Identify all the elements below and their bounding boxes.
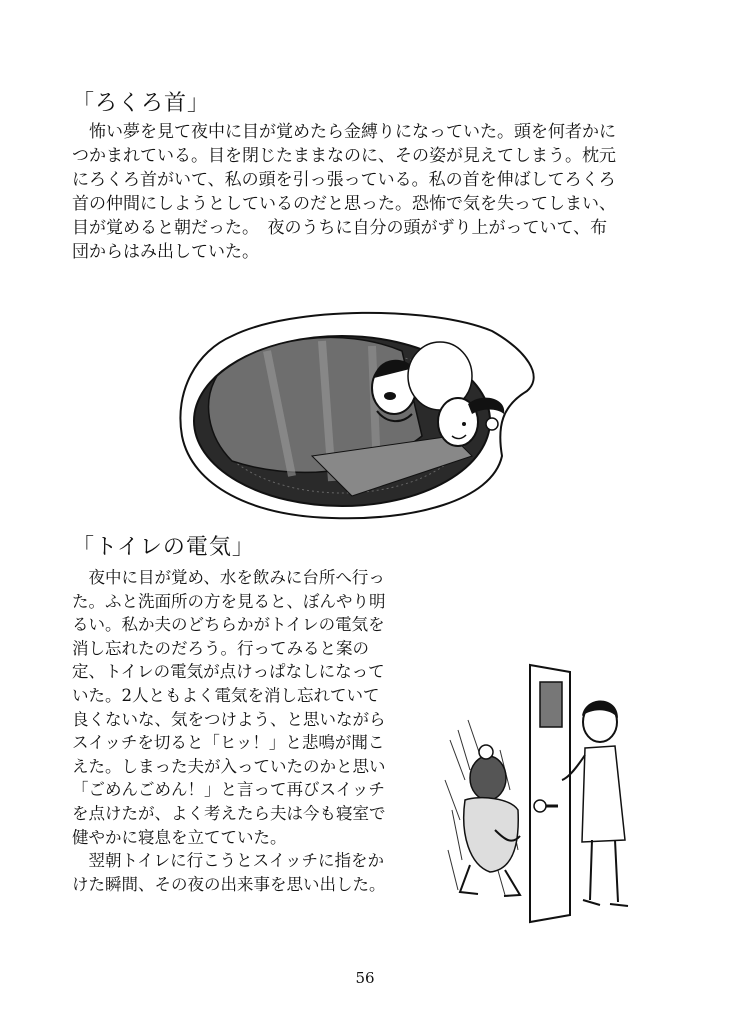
toilet-door-illustration: [440, 660, 630, 930]
section-title-toilet-light: 「トイレの電気」: [72, 535, 255, 560]
text-line: 団からはみ出していた。: [72, 242, 259, 262]
text-line: 目が覚めると朝だった。 夜のうちに自分の頭がずり上がっていて、布: [72, 218, 608, 238]
text-line: 良くないな、気をつけよう、と思いながら: [72, 709, 386, 729]
text-line: 首の仲間にしようとしているのだと思った。恐怖で気を失ってしまい、: [72, 194, 616, 214]
text-line: いた。2人ともよく電気を消し忘れていて: [72, 685, 380, 705]
section-body-rokurokubi: [72, 120, 672, 264]
text-line: つかまれている。目を閉じたままなのに、その姿が見えてしまう。枕元: [72, 146, 616, 166]
section-title-rokurokubi: 「ろくろ首」: [72, 91, 211, 116]
text-line: スイッチを切ると「ヒッ！」と悲鳴が聞こ: [72, 733, 385, 753]
text-line: 定、トイレの電気が点けっぱなしになって: [72, 662, 385, 682]
text-line: を点けたが、よく考えたら夫は今も寝室で: [72, 803, 386, 823]
text-line: 消し忘れたのだろう。行ってみると案の: [72, 638, 369, 658]
text-line: 「ごめんごめん！」と言って再びスイッチ: [72, 780, 385, 800]
rokurokubi-illustration: [172, 296, 542, 524]
text-line: えた。しまった夫が入っていたのかと思い: [72, 756, 386, 776]
text-line: た。ふと洗面所の方を見ると、ぼんやり明: [72, 591, 386, 611]
text-line: 夜中に目が覚め、水を飲みに台所へ行っ: [72, 568, 385, 587]
text-line: 怖い夢を見て夜中に目が覚めたら金縛りになっていた。頭を何者かに: [72, 122, 616, 142]
page-number: 56: [355, 969, 375, 987]
section-body-toilet-light: [72, 566, 432, 896]
text-line: けた瞬間、その夜の出来事を思い出した。: [72, 874, 386, 894]
text-line: にろくろ首がいて、私の頭を引っ張っている。私の首を伸ばしてろくろ: [72, 170, 616, 190]
text-line: 健やかに寝息を立てていた。: [72, 827, 287, 847]
text-line: るい。私か夫のどちらかがトイレの電気を: [72, 615, 385, 635]
text-line: 翌朝トイレに行こうとスイッチに指をか: [72, 851, 385, 871]
